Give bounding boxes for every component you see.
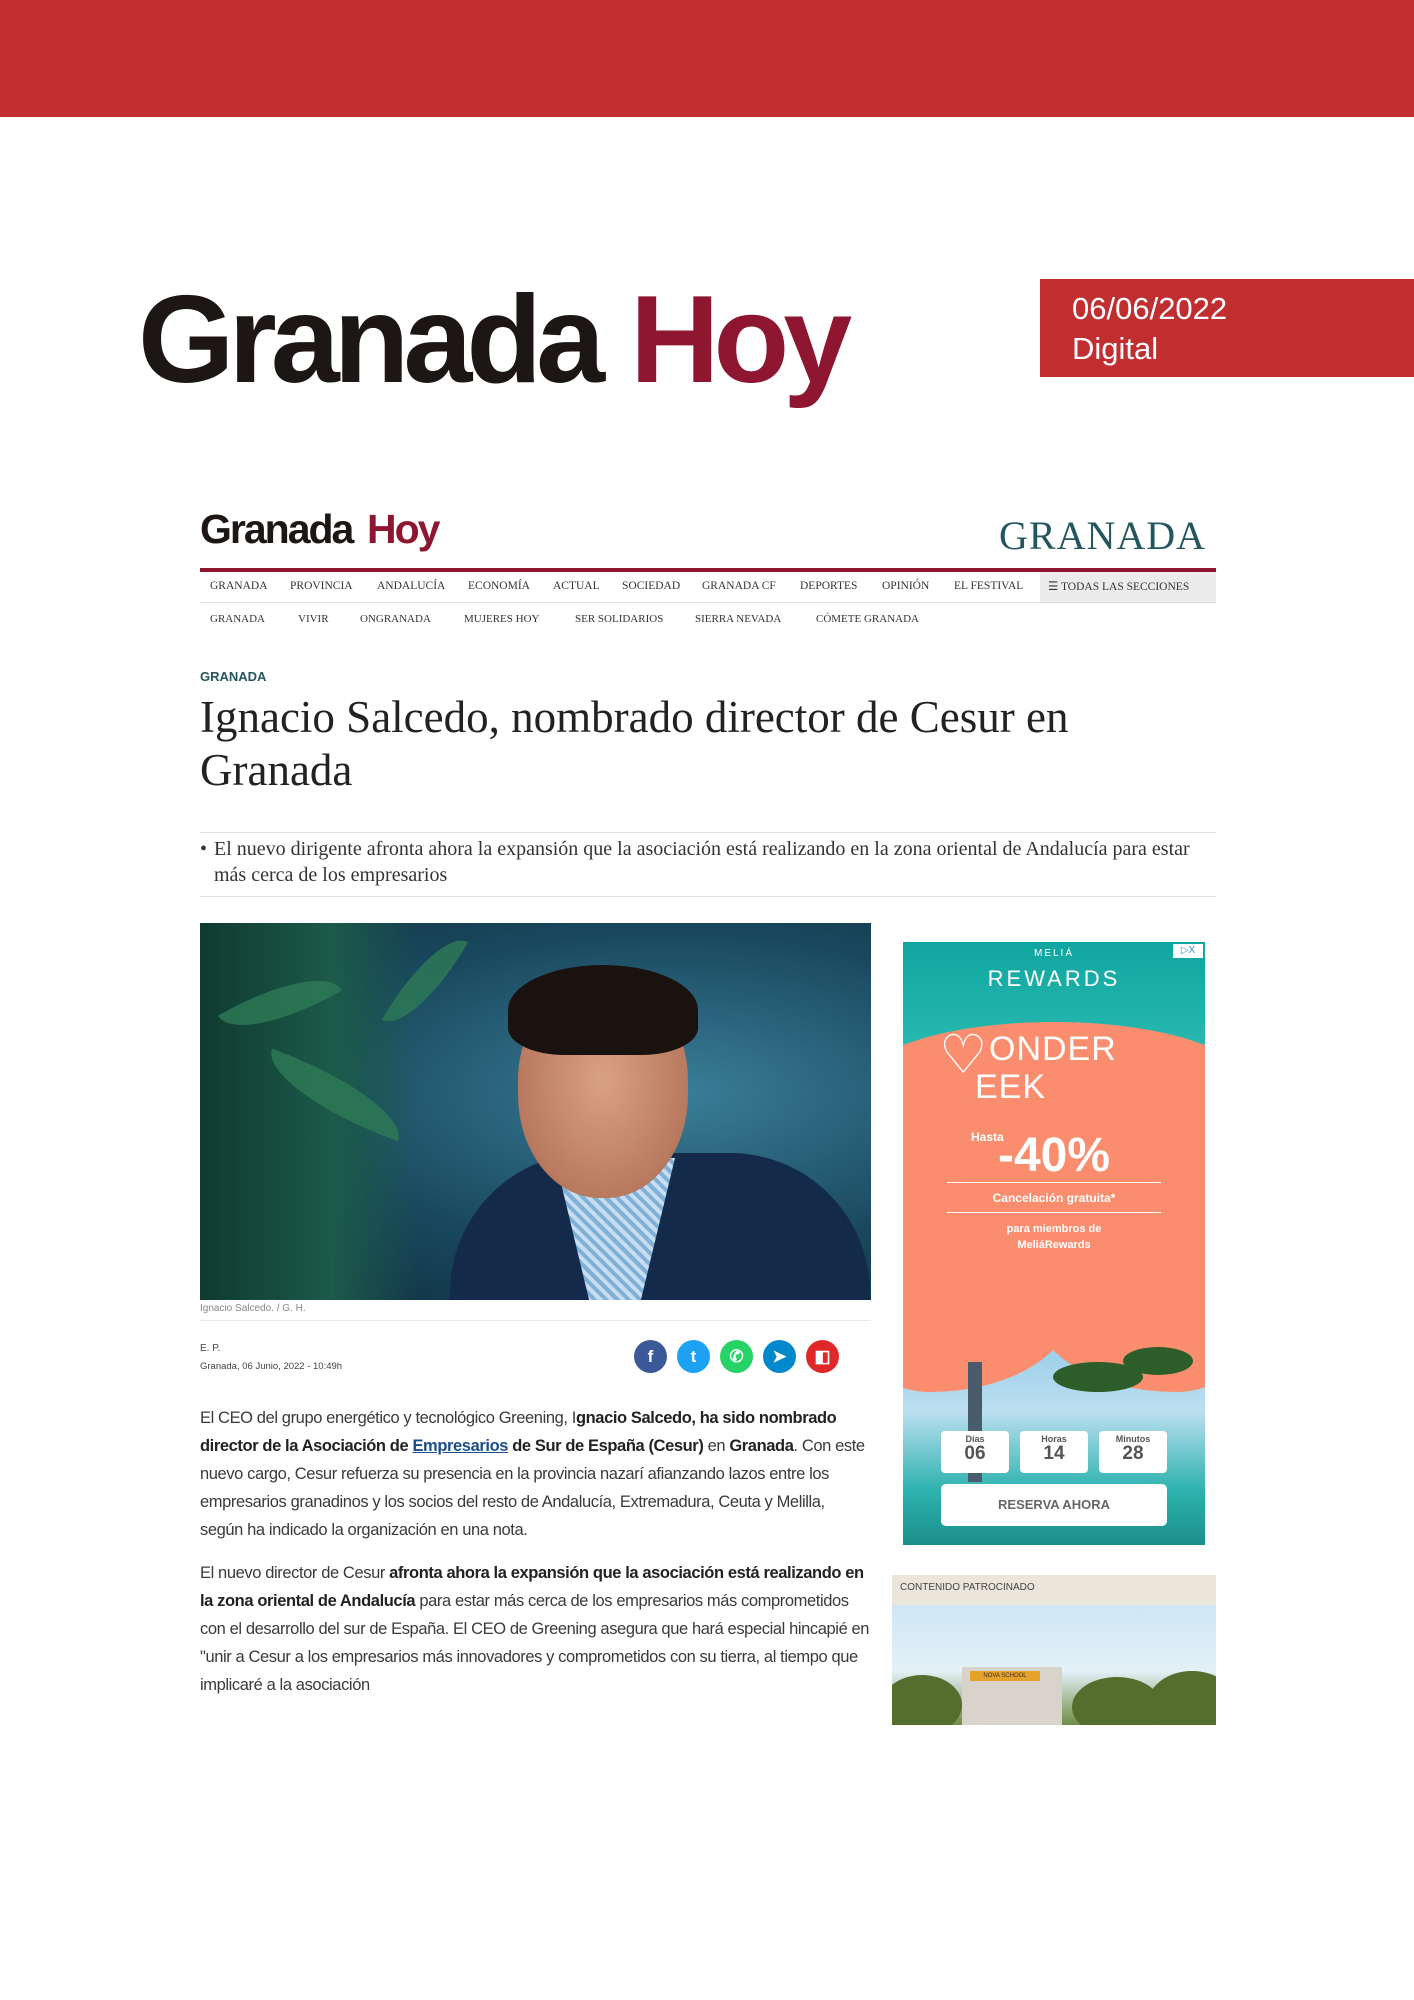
ad-discount: -40% [997,1129,1111,1182]
article-paragraph-1 [200,1404,871,1544]
clipping-logo [138,268,847,413]
caption-divider [200,1320,871,1321]
share-bar [634,1340,844,1374]
ad-wonder-line2: EEK [975,1068,1047,1106]
nav-item-sociedad[interactable]: SOCIEDAD [622,580,681,592]
article-dateline: Granada, 06 Junio, 2022 - 10:49h [200,1361,343,1372]
ad-palm [1123,1347,1193,1375]
subnav-item-mujeres-hoy[interactable]: MUJERES HOY [464,613,540,625]
whatsapp-icon[interactable]: ✆ [720,1340,753,1373]
ad-brand: REWARDS [987,966,1121,991]
all-sections-label: TODAS LAS SECCIONES [1060,581,1190,593]
clipping-logo-word-hoy: Hoy [630,271,847,409]
subtitle-divider-top [200,832,1216,833]
countdown-minutes-value: 28 [1122,1443,1144,1464]
nav-item-deportes[interactable]: DEPORTES [800,580,858,592]
adchoices-icon[interactable]: ▷X [1173,944,1203,958]
site-logo-word-granada: Granada [200,506,353,552]
ad-members-line1: para miembros de [1006,1223,1102,1235]
p1-text-rest: . Con este nuevo cargo, Cesur refuerza su presencia en la provincia nazarí afianzando lazos entre los empresarios granadinos y los socios del resto de Andalucía, Extremadura, Ceuta y Melilla, según ha indicado la organización en una nota. [200,1437,865,1539]
nav-item-economia[interactable]: ECONOMÍA [468,580,530,592]
sponsored-sign: NOVA SCHOOL [970,1671,1040,1681]
twitter-icon[interactable]: t [677,1340,710,1373]
ad-members-line2: MeliáRewards [1017,1239,1091,1251]
countdown-hours-label: Horas [1041,1434,1067,1444]
p2-bold: afronta ahora la expansión que la asociación está realizando en la zona oriental de Andalucía [200,1564,864,1610]
p2-text-rest: para estar más cerca de los empresarios más comprometidos con el desarrollo del sur de España. El CEO de Greening asegura que hará especial hincapié en "unir a Cesur a los empresarios más innovadores y comprometidos con su tierra, al tiempo que implicaré a la asociación [200,1592,870,1694]
flipboard-icon[interactable]: ◧ [806,1340,839,1373]
countdown-days-label: Días [965,1434,985,1444]
nav-item-andalucia[interactable]: ANDALUCÍA [377,580,446,592]
subnav-item-granada[interactable]: GRANADA [210,613,265,625]
countdown-hours [1020,1431,1088,1473]
article-headline: Ignacio Salcedo, nombrado director de Cesur en Granada [200,692,1069,795]
subnav-item-vivir[interactable]: VIVIR [298,613,329,625]
photo-foliage [200,923,420,1300]
p1-text: El CEO del grupo energético y tecnológico Greening, I [200,1409,576,1427]
sponsored-tree [892,1675,962,1725]
clipping-date: 06/06/2022 [1072,291,1228,326]
ad-divider [947,1212,1161,1213]
p1-bold-cesur: de Sur de España (Cesur) [508,1437,704,1455]
primary-nav [200,572,1216,603]
empresarios-link[interactable]: Empresarios [412,1437,509,1455]
sponsored-tree [1147,1671,1216,1725]
countdown-days-value: 06 [964,1443,986,1464]
subnav-item-sierra-nevada[interactable]: SIERRA NEVADA [695,613,782,625]
ad-members [903,1221,1205,1253]
section-title[interactable]: GRANADA [999,513,1206,558]
sponsored-content[interactable] [892,1575,1216,1725]
telegram-icon[interactable]: ➤ [763,1340,796,1373]
clipping-medium: Digital [1072,331,1159,366]
article-subtitle-text: El nuevo dirigente afronta ahora la expansión que la asociación está realizando en la zona oriental de Andalucía para estar más cerca de los empresarios [214,838,1190,886]
p2-text: El nuevo director de Cesur [200,1564,390,1582]
all-sections-button[interactable] [1040,572,1216,602]
p1-bold-granada: Granada [729,1437,794,1455]
subnav-item-ser-solidarios[interactable]: SER SOLIDARIOS [575,613,664,625]
website-screenshot [200,500,1216,1725]
article-photo[interactable] [200,923,871,1300]
nav-item-provincia[interactable]: PROVINCIA [290,580,353,592]
subnav-item-comete-granada[interactable]: CÓMETE GRANADA [816,613,919,625]
subtitle-divider-bottom [200,896,1216,897]
reserve-now-button[interactable]: RESERVA AHORA [941,1484,1167,1526]
clipping-date-tag [1040,279,1414,377]
clipping-logo-word-granada: Granada [138,271,600,409]
menu-icon: ☰ [1048,581,1061,593]
top-banner [0,0,1414,117]
sponsored-image[interactable] [892,1605,1216,1725]
ad-cancel: Cancelación gratuita* [992,1191,1116,1205]
heart-logo-icon: ♡ [939,1025,989,1085]
p1-text-en: en [703,1437,730,1455]
facebook-icon[interactable]: f [634,1340,667,1373]
melia-rewards-ad[interactable] [903,942,1205,1545]
sponsored-label: CONTENIDO PATROCINADO [900,1582,1035,1593]
countdown-days [941,1431,1009,1473]
ad-brand-small: MELIÁ [1033,948,1074,959]
nav-item-el-festival[interactable]: EL FESTIVAL [954,580,1024,592]
countdown-hours-value: 14 [1043,1443,1065,1464]
ad-wonder-line1: ONDER [989,1030,1117,1068]
subnav-item-ongranada[interactable]: ONGRANADA [360,613,431,625]
countdown-minutes [1099,1431,1167,1473]
nav-item-opinion[interactable]: OPINIÓN [882,580,930,592]
photo-hair [508,965,698,1055]
article-paragraph-2 [200,1559,871,1699]
countdown-minutes-label: Minutos [1115,1434,1151,1444]
nav-item-granada-cf[interactable]: GRANADA CF [702,580,776,592]
ad-divider [947,1182,1161,1183]
article-author: E. P. [200,1343,221,1354]
p1-bold: gnacio Salcedo, ha sido nombrado director de la Asociación de [200,1409,837,1455]
site-logo-word-hoy: Hoy [367,506,439,552]
photo-caption: Ignacio Salcedo. / G. H. [200,1303,306,1314]
article-body [200,1404,871,1714]
bullet-icon: • [200,838,208,860]
nav-item-actual[interactable]: ACTUAL [553,580,600,592]
article-subtitle [200,836,1216,888]
article-kicker[interactable]: GRANADA [200,669,267,684]
secondary-nav [200,604,1216,632]
ad-hasta: Hasta [971,1130,1004,1144]
nav-item-granada[interactable]: GRANADA [210,580,268,592]
